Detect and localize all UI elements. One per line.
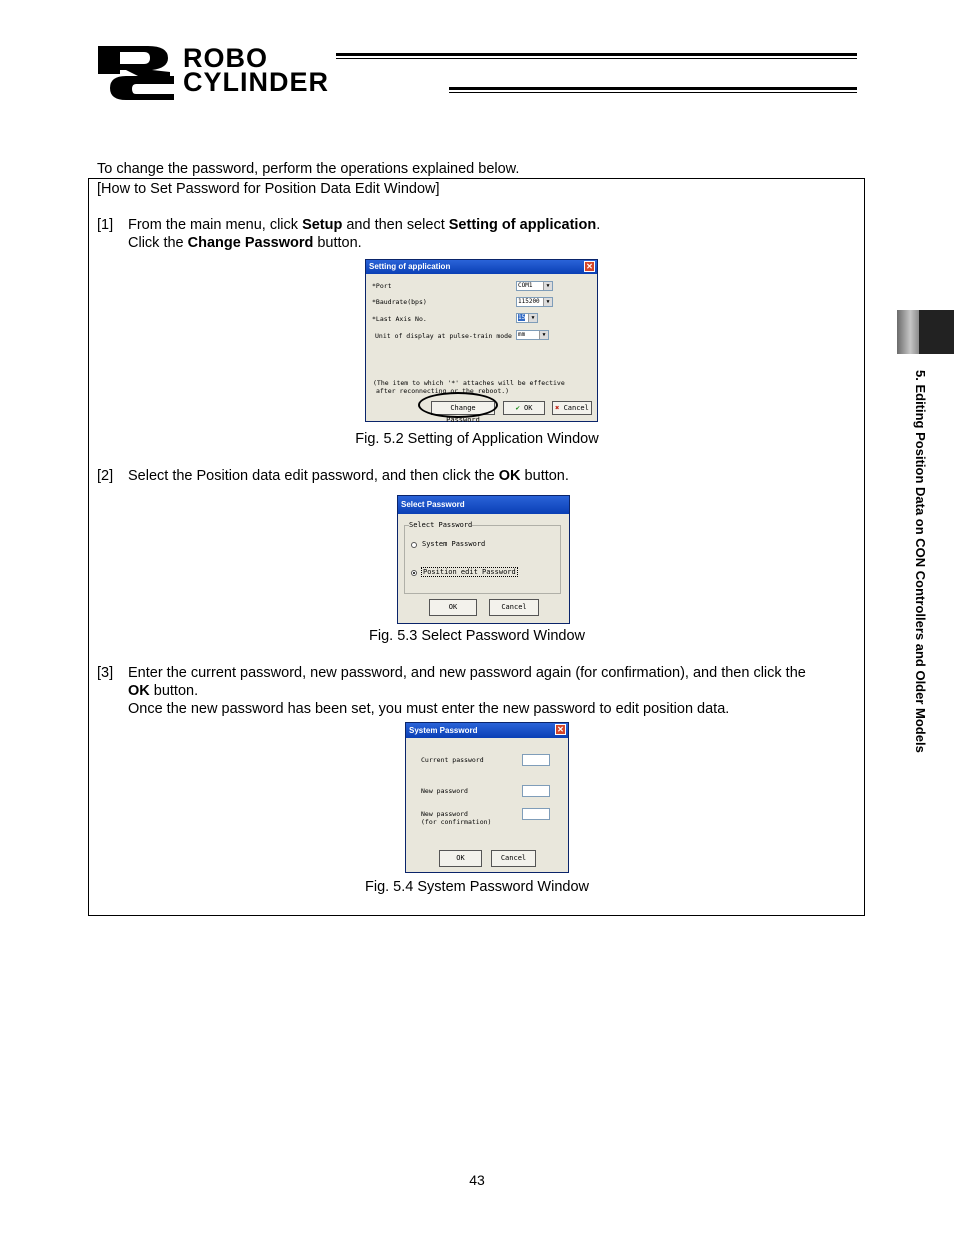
window-title: Select Password [401, 500, 465, 509]
baudrate-select[interactable] [516, 297, 553, 307]
text: button. [520, 468, 569, 484]
text: and then select [342, 217, 449, 233]
port-label: *Port [372, 282, 392, 290]
figure-caption: Fig. 5.2 Setting of Application Window [355, 431, 599, 447]
system-password-window [405, 722, 569, 873]
logo-wordmark [183, 43, 330, 97]
setting-of-application-window [365, 259, 598, 422]
ok-button[interactable] [503, 401, 545, 415]
menu-setting-of-application: Setting of application [448, 217, 597, 233]
baudrate-label: *Baudrate(bps) [372, 298, 427, 306]
note-line1: (The item to which '*' attaches will be effective [373, 379, 565, 387]
close-icon[interactable]: ✕ [555, 724, 566, 735]
menu-setup: Setup [302, 217, 343, 233]
new-password-input[interactable] [522, 785, 550, 797]
logo-line-robo: ROBO [183, 43, 268, 73]
chevron-down-icon: ▼ [543, 298, 552, 306]
text: Click the [128, 235, 188, 251]
cancel-button[interactable]: Cancel [489, 599, 539, 616]
page-number: 43 [469, 1172, 485, 1188]
x-icon: ✖ [555, 404, 560, 412]
ok-button[interactable]: OK [439, 850, 482, 867]
change-password-ref: Change Password [187, 235, 314, 251]
logo-line-cylinder: CYLINDER [183, 67, 330, 97]
baudrate-value: 115200 [518, 298, 540, 305]
figure-caption: Fig. 5.3 Select Password Window [369, 628, 585, 644]
port-select[interactable] [516, 281, 553, 291]
unit-label: Unit of display at pulse-train mode [375, 332, 512, 340]
unit-select[interactable] [516, 330, 549, 340]
last-axis-label: *Last Axis No. [372, 315, 427, 323]
step-number: [1] [97, 217, 114, 233]
system-password-radio[interactable] [411, 542, 417, 548]
window-titlebar [366, 260, 597, 274]
cancel-button[interactable] [552, 401, 592, 415]
current-password-input[interactable] [522, 754, 550, 766]
window-titlebar [406, 723, 568, 738]
window-title: System Password [409, 726, 478, 735]
current-password-label: Current password [421, 756, 484, 764]
step3-text [128, 664, 863, 718]
unit-value: mm [518, 331, 526, 338]
ok-button[interactable]: OK [429, 599, 477, 616]
rc-logo-mark [96, 44, 176, 100]
confirm-password-sublabel: (for confirmation) [421, 818, 492, 826]
chevron-down-icon: ▼ [539, 331, 548, 339]
step-number: [3] [97, 665, 114, 681]
header-rule [336, 58, 857, 59]
chevron-down-icon: ▼ [543, 282, 552, 290]
position-edit-password-radio[interactable] [411, 570, 417, 576]
last-axis-value: 15 [518, 314, 526, 321]
text: button. [149, 683, 199, 699]
radio-dot [413, 572, 415, 574]
new-password-label: New password [421, 787, 468, 795]
window-titlebar [398, 496, 569, 514]
chapter-side-title: 5. Editing Position Data on CON Controllers and Older Models [913, 370, 928, 753]
text: Enter the current password, new password, and new password again (for confirmation), and then click the [128, 665, 806, 681]
close-icon[interactable]: ✕ [584, 261, 595, 272]
confirm-password-input[interactable] [522, 808, 550, 820]
ok-label: OK [524, 404, 533, 412]
chapter-tab [919, 310, 954, 354]
intro-text: To change the password, perform the operations explained below. [97, 161, 520, 177]
highlight-ellipse [418, 392, 498, 418]
change-password-button[interactable]: Change Password [431, 401, 495, 415]
text: Select the Position data edit password, and then click the [128, 468, 499, 484]
chevron-down-icon: ▼ [528, 314, 537, 322]
confirm-password-label: New password [421, 810, 468, 818]
system-password-label: System Password [422, 540, 486, 548]
step1-text [128, 216, 848, 252]
step-number: [2] [97, 468, 114, 484]
box-title: [How to Set Password for Position Data Edit Window] [97, 181, 440, 197]
header-rule [449, 92, 857, 93]
check-icon: ✔ [515, 404, 520, 412]
window-title: Setting of application [369, 262, 451, 271]
step2-text [128, 467, 569, 485]
header-rule [449, 87, 857, 90]
figure-caption: Fig. 5.4 System Password Window [364, 879, 590, 895]
password-groupbox [404, 525, 561, 594]
ok-ref: OK [128, 683, 150, 699]
note-line2: after reconnecting or the reboot.) [376, 387, 510, 395]
groupbox-label: Select Password [409, 521, 473, 529]
last-axis-select[interactable] [516, 313, 538, 323]
ok-ref: OK [498, 468, 521, 484]
text: button. [313, 235, 362, 251]
cancel-button[interactable]: Cancel [491, 850, 536, 867]
text: From the main menu, click [128, 217, 303, 233]
cancel-label: Cancel [563, 404, 589, 412]
select-password-window [397, 495, 570, 624]
text: . [596, 217, 601, 233]
chapter-tab [897, 310, 919, 354]
position-edit-password-label: Position edit Password [423, 568, 516, 576]
header-rule [336, 53, 857, 56]
text: Once the new password has been set, you must enter the new password to edit position data. [128, 701, 730, 717]
port-value: COM1 [518, 282, 533, 289]
